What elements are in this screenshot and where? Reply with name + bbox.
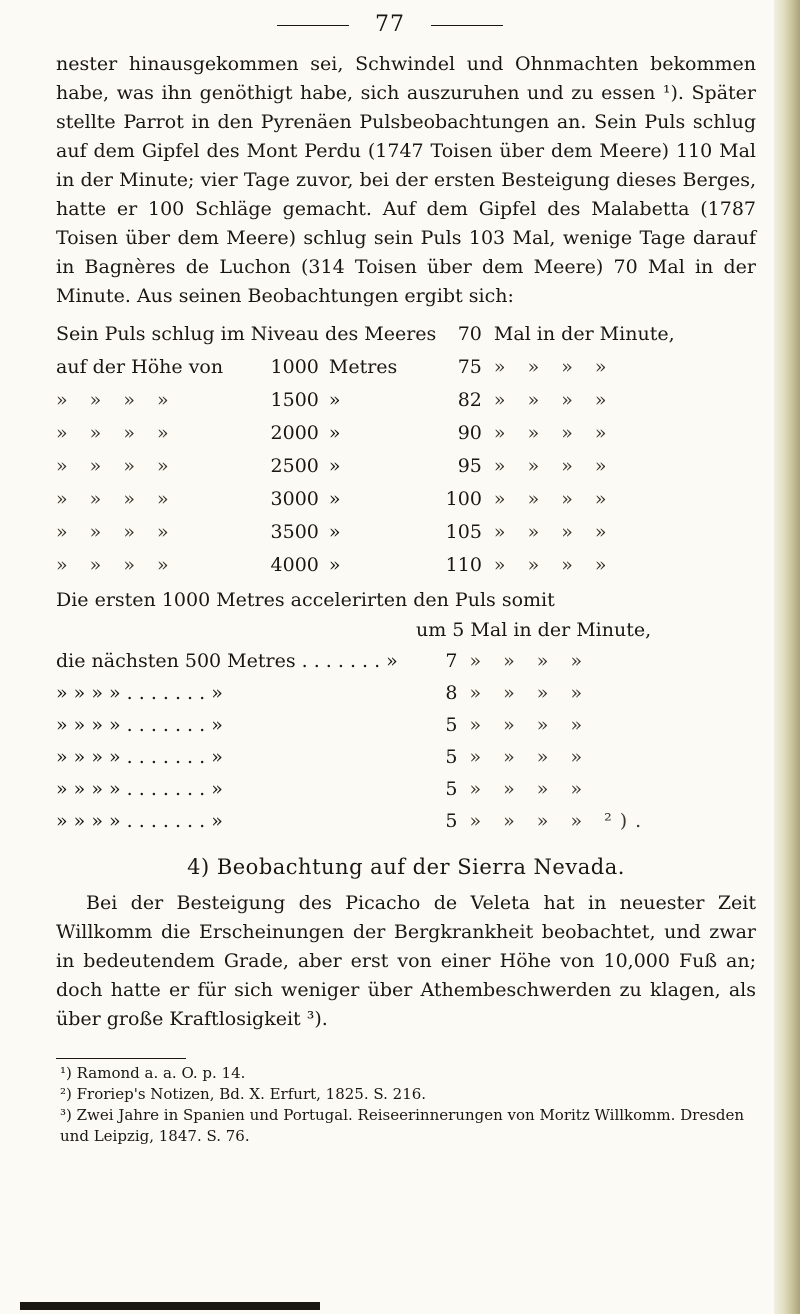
accel-row-lead: » » » » . . . . . . . »	[56, 778, 223, 800]
pulse-row-tail: » » » »	[493, 421, 615, 444]
page-number: 77	[375, 12, 405, 37]
pulse-row	[56, 482, 756, 515]
accel-intro: Die ersten 1000 Metres accelerirten den Puls somit	[56, 589, 555, 611]
scan-artifact-bar	[20, 1302, 320, 1310]
pulse-row	[56, 383, 756, 416]
page-header	[0, 12, 780, 37]
accel-um-line: um 5 Mal in der Minute,	[416, 619, 652, 641]
pulse-row	[56, 416, 756, 449]
accel-row-value: 5	[445, 714, 458, 736]
header-rule-left	[277, 25, 349, 26]
accel-row-value: 5	[445, 778, 458, 800]
footnote-rule	[56, 1058, 186, 1059]
pulse-row-lead: Sein Puls schlug im Niveau des Meeres	[56, 322, 437, 345]
accel-row	[56, 741, 756, 773]
pulse-row-lead: » » » »	[56, 520, 177, 543]
pulse-row-lead: » » » »	[56, 553, 177, 576]
page-edge	[774, 0, 800, 1314]
accel-row-tail: » » » »	[469, 682, 591, 704]
pulse-row-value: 105	[445, 520, 482, 543]
pulse-row	[56, 449, 756, 482]
accel-row-tail: » » » »	[469, 746, 591, 768]
footnote-1: ¹) Ramond a. a. O. p. 14.	[60, 1064, 246, 1082]
pulse-row-altitude: 2500	[270, 454, 319, 477]
pulse-row-altitude: 4000	[270, 553, 319, 576]
pulse-row-tail: » » » »	[493, 388, 615, 411]
page-content	[56, 50, 756, 1147]
accel-table	[56, 645, 756, 837]
pulse-row-lead: » » » »	[56, 388, 177, 411]
pulse-row-unit: »	[328, 520, 341, 543]
pulse-row-value: 90	[457, 421, 482, 444]
accel-row-lead: die nächsten 500 Metres . . . . . . . »	[56, 650, 398, 672]
pulse-row-unit: »	[328, 388, 341, 411]
pulse-row-altitude: 2000	[270, 421, 319, 444]
pulse-row-tail: » » » »	[493, 454, 615, 477]
pulse-row-altitude: 3000	[270, 487, 319, 510]
section-paragraph: Bei der Besteigung des Picacho de Veleta hat in neuester Zeit Willkomm die Erscheinungen der Bergkrankheit beobachtet, und zwar in bedeutendem Grade, aber erst von einer Höhe von 10,000 Fuß an; doch hatte er für sich weniger über Athembeschwerden zu klagen, als über große Kraftlosigkeit ³).	[56, 892, 756, 1030]
pulse-table	[56, 317, 756, 581]
accel-row-lead: » » » » . . . . . . . »	[56, 714, 223, 736]
pulse-row-lead: » » » »	[56, 421, 177, 444]
pulse-row-altitude: 3500	[270, 520, 319, 543]
pulse-row-unit: »	[328, 421, 341, 444]
accel-row-value: 7	[445, 650, 458, 672]
accel-row	[56, 677, 756, 709]
pulse-row-unit: »	[328, 454, 341, 477]
accel-row-tail: » » » »	[469, 778, 591, 800]
accel-row-lead: » » » » . . . . . . . »	[56, 682, 223, 704]
footnotes	[56, 1048, 756, 1147]
accel-row-value: 8	[445, 682, 458, 704]
accel-row-lead: » » » » . . . . . . . »	[56, 746, 223, 768]
pulse-row-altitude: 1500	[270, 388, 319, 411]
pulse-row-unit: »	[328, 487, 341, 510]
pulse-row-value: 82	[457, 388, 482, 411]
pulse-row-lead: » » » »	[56, 487, 177, 510]
pulse-row-tail: » » » »	[493, 487, 615, 510]
pulse-row-lead: » » » »	[56, 454, 177, 477]
pulse-row	[56, 317, 756, 350]
pulse-row-tail: » » » »	[493, 553, 615, 576]
accel-row-lead: » » » » . . . . . . . »	[56, 810, 223, 832]
pulse-row-altitude: 1000	[270, 355, 319, 378]
accel-row-tail: » » » » ²).	[469, 810, 650, 832]
pulse-row	[56, 515, 756, 548]
accel-row-value: 5	[445, 746, 458, 768]
pulse-row-value: 95	[457, 454, 482, 477]
accel-row	[56, 709, 756, 741]
accel-row	[56, 773, 756, 805]
pulse-row-value: 75	[457, 355, 482, 378]
accel-row	[56, 805, 756, 837]
pulse-row-tail: Mal in der Minute,	[493, 322, 675, 345]
accel-row-tail: » » » »	[469, 714, 591, 736]
pulse-row-tail: » » » »	[493, 520, 615, 543]
pulse-row-value: 70	[457, 322, 482, 345]
pulse-row-value: 110	[445, 553, 482, 576]
header-rule-right	[431, 25, 503, 26]
section-title: 4) Beobachtung auf der Sierra Nevada.	[187, 855, 625, 879]
accel-row-value: 5	[445, 810, 458, 832]
pulse-row-unit: Metres	[328, 355, 398, 378]
pulse-row-unit: »	[328, 553, 341, 576]
pulse-row-tail: » » » »	[493, 355, 615, 378]
pulse-row-value: 100	[445, 487, 482, 510]
accel-row	[56, 645, 756, 677]
pulse-row	[56, 350, 756, 383]
pulse-row-lead: auf der Höhe von	[56, 355, 224, 378]
footnote-3: ³) Zwei Jahre in Spanien und Portugal. Reiseerinnerungen von Moritz Willkomm. Dresden und Leipzig, 1847. S. 76.	[60, 1106, 745, 1145]
intro-paragraph: nester hinausgekommen sei, Schwindel und Ohnmachten bekommen habe, was ihn genöthigt habe, sich auszuruhen und zu essen ¹). Später stellte Parrot in den Pyrenäen Pulsbeobachtungen an. Sein Puls schlug auf dem Gipfel des Mont Perdu (1747 Toisen über dem Meere) 110 Mal in der Minute; vier Tage zuvor, bei der ersten Besteigung dieses Berges, hatte er 100 Schläge gemacht. Auf dem Gipfel des Malabetta (1787 Toisen über dem Meere) schlug sein Puls 103 Mal, wenige Tage darauf in Bagnères de Luchon (314 Toisen über dem Meere) 70 Mal in der Minute. Aus seinen Beobachtungen ergibt sich:	[56, 53, 756, 307]
pulse-row	[56, 548, 756, 581]
accel-row-tail: » » » »	[469, 650, 591, 672]
footnote-2: ²) Froriep's Notizen, Bd. X. Erfurt, 1825. S. 216.	[60, 1085, 427, 1103]
